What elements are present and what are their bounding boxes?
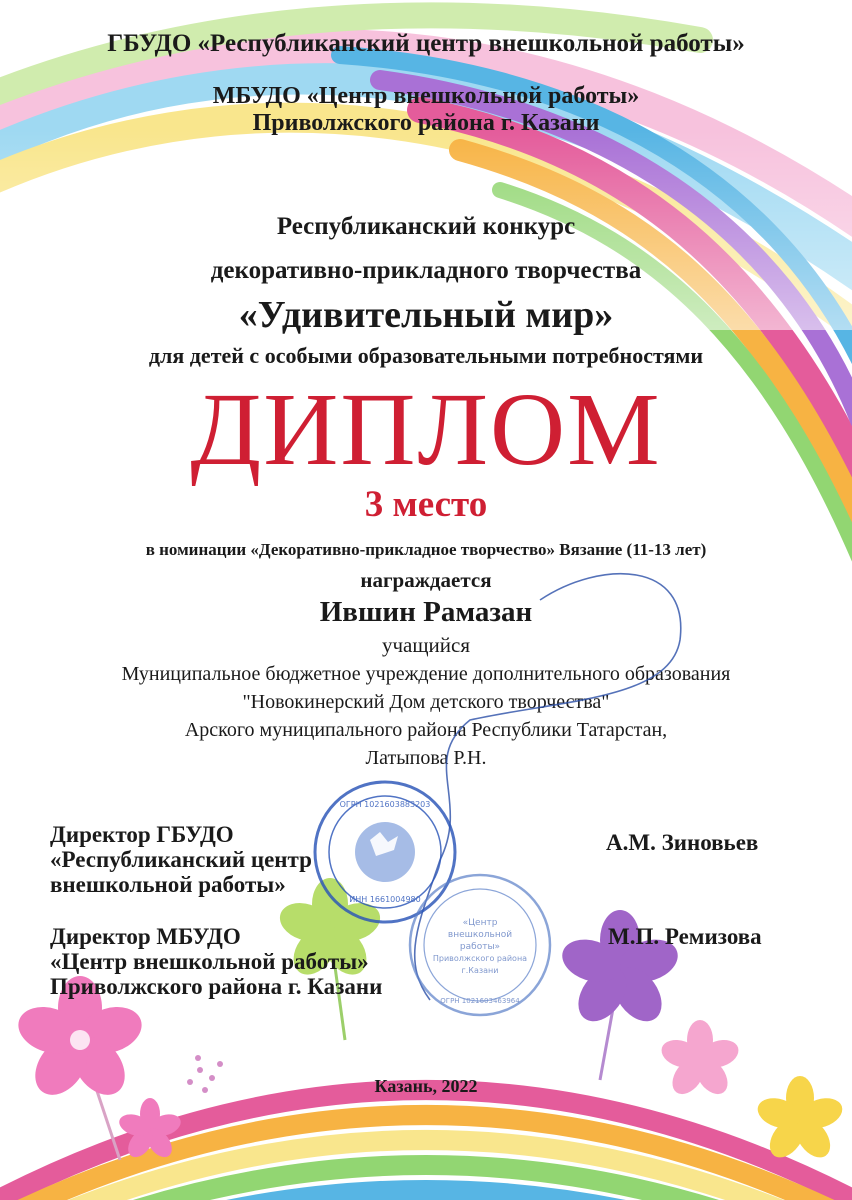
organizer-block: [0, 83, 852, 137]
stamp2-text-1: «Центр: [462, 918, 498, 928]
stamp2-text-5: г.Казани: [461, 966, 499, 975]
institution-line-1: Муниципальное бюджетное учреждение дополнительного образования: [121, 663, 731, 685]
city-year: Казань, 2022: [374, 1076, 478, 1096]
stamp2-text-2: внешкольной: [447, 930, 513, 940]
stamp2-ogrn: ОГРН 1021603463964: [440, 997, 520, 1005]
teacher-name: Латыпова Р.Н.: [365, 747, 487, 769]
organizer-line-1: ГБУДО «Республиканский центр внешкольной работы»: [107, 30, 745, 57]
nomination: в номинации «Декоративно-прикладное творчество» Вязание (11-13 лет): [145, 540, 707, 559]
stamp2-text-4: Приволжского района: [432, 954, 528, 963]
contest-line-3: для детей с особыми образовательными потребностями: [148, 343, 704, 368]
rainbow-arc: [0, 1090, 852, 1200]
organizer-line-3: Приволжского района г. Казани: [252, 110, 600, 136]
director1-line-2: «Республиканский центр: [50, 847, 312, 872]
place-label: 3 место: [364, 484, 488, 525]
director1-line-3: внешкольной работы»: [50, 872, 286, 897]
contest-block: [0, 205, 852, 375]
director2-line-1: Директор МБУДО: [50, 924, 241, 949]
contest-title: «Удивительный мир»: [238, 294, 614, 336]
director2-line-2: «Центр внешкольной работы»: [50, 949, 369, 974]
organizer-line-2: МБУДО «Центр внешкольной работы»: [212, 83, 640, 109]
stamp1-inn: ИНН 1661004980: [349, 895, 421, 904]
contest-line-2: декоративно-прикладного творчества: [210, 257, 642, 284]
contest-line-1: Республиканский конкурс: [276, 213, 576, 240]
director2-line-3: Приволжского района г. Казани: [50, 974, 383, 999]
director2-title: [50, 924, 382, 999]
director1-name: А.М. Зиновьев: [606, 830, 759, 855]
stamp1-ogrn: ОГРН 1021603883203: [339, 800, 431, 809]
diploma-title: ДИПЛОМ: [190, 372, 662, 487]
institution-line-2: "Новокинерский Дом детского творчества": [242, 691, 610, 713]
recipient-role: учащийся: [381, 633, 470, 657]
stamp2-text-3: работы»: [459, 942, 501, 952]
director1-title: [50, 822, 312, 897]
awarded-label: награждается: [360, 568, 492, 592]
institution-line-3: Арского муниципального района Республики Татарстан,: [184, 719, 668, 741]
director2-name: М.П. Ремизова: [608, 924, 762, 949]
institution-block: [0, 660, 852, 772]
director1-line-1: Директор ГБУДО: [50, 822, 234, 847]
recipient-name: Ившин Рамазан: [319, 596, 533, 628]
